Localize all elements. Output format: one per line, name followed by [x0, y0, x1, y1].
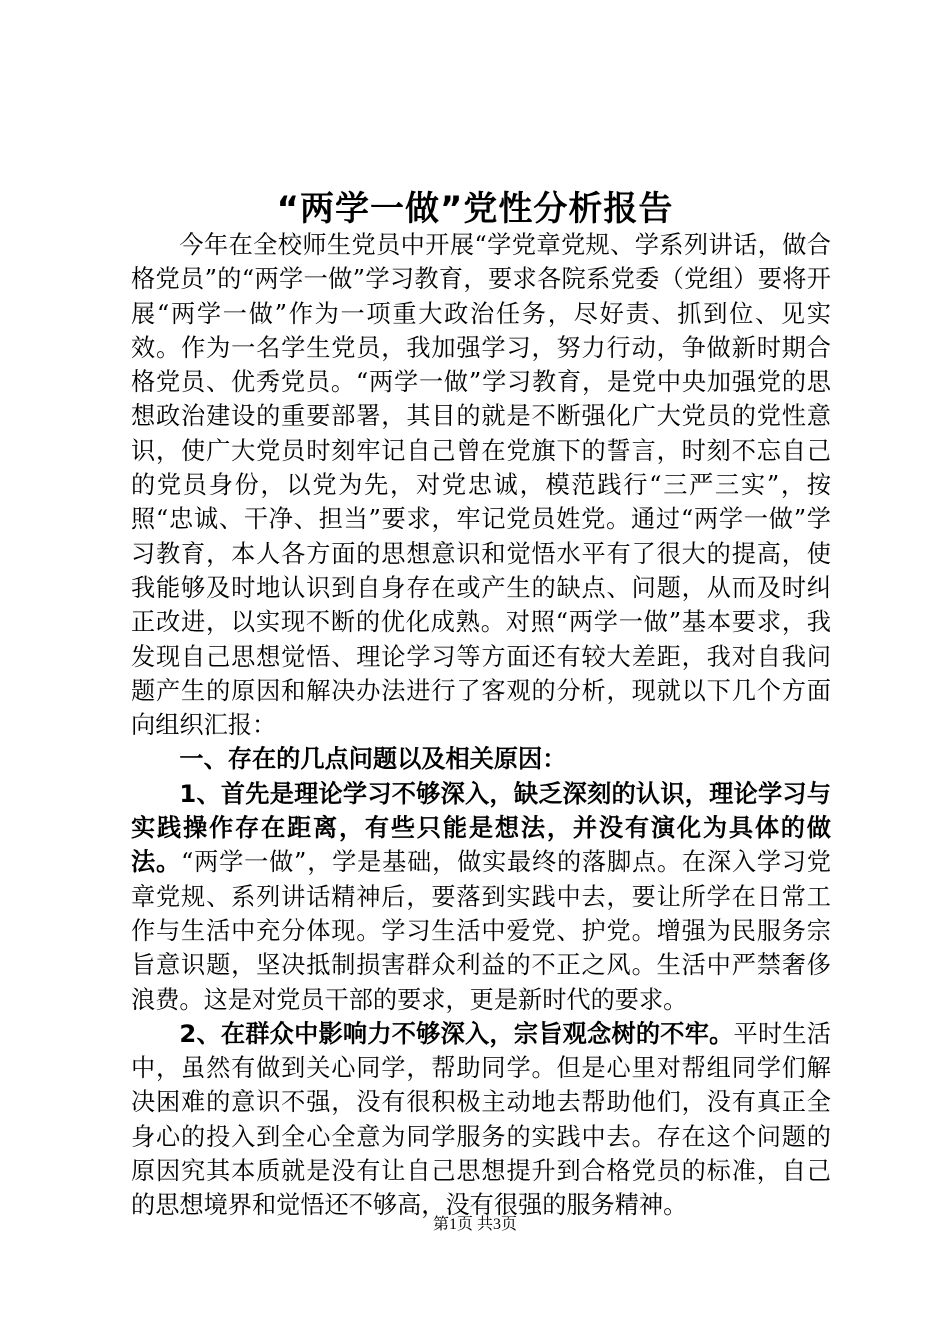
section-heading: 一、存在的几点问题以及相关原因： [179, 745, 567, 774]
page-footer: 第1页 共3页 [432, 1216, 517, 1233]
item-1-lead: 1、首先是理论学习不够深入，缺乏深刻的认识，理论学习与实践操作存在距离，有些只能是想法，并没有演化为具体的做法。 [131, 779, 831, 877]
document-body [131, 228, 831, 1223]
intro-paragraph: 今年在全校师生党员中开展“学党章党规、学系列讲话，做合格党员”的“两学一做”学习教育，要求各院系党委（党组）要将开展“两学一做”作为一项重大政治任务，尽好责、抓到位、见实效。作为一名学生党员，我加强学习，努力行动，争做新时期合格党员、优秀党员。“两学一做”学习教育，是党中央加强党的思想政治建设的重要部署，其目的就是不断强化广大党员的党性意识，使广大党员时刻牢记自己曾在党旗下的誓言，时刻不忘自己的党员身份，以党为先，对党忠诚，模范践行“三严三实”，按照“忠诚、干净、担当”要求，牢记党员姓党。通过“两学一做”学习教育，本人各方面的思想意识和觉悟水平有了很大的提高，使我能够及时地认识到自身存在或产生的缺点、问题，从而及时纠正改进，以实现不断的优化成熟。对照“两学一做”基本要求，我发现自己思想觉悟、理论学习等方面还有较大差距，我对自我问题产生的原因和解决办法进行了客观的分析，现就以下几个方面向组织汇报： [131, 231, 831, 740]
item-2-lead: 2、在群众中影响力不够深入，宗旨观念树的不牢。 [179, 1019, 734, 1048]
item-1-text: “两学一做”，学是基础，做实最终的落脚点。在深入学习党章党规、系列讲话精神后，要落到实践中去，要让所学在日常工作与生活中充分体现。学习生活中爱党、护党。增强为民服务宗旨意识题，坚决抵制损害群众利益的不正之风。生活中严禁奢侈浪费。这是对党员干部的要求，更是新时代的要求。 [131, 848, 831, 1014]
item-1-paragraph [131, 777, 831, 1017]
page-title: “两学一做”党性分析报告 [276, 189, 674, 229]
item-2-paragraph [131, 1017, 831, 1223]
item-2-text: 平时生活中，虽然有做到关心同学，帮助同学。但是心里对帮组同学们解决困难的意识不强，没有很积极主动地去帮助他们，没有真正全身心的投入到全心全意为同学服务的实践中去。存在这个问题的原因究其本质就是没有让自己思想提升到合格党员的标准，自己的思想境界和觉悟还不够高，没有很强的服务精神。 [131, 1019, 831, 1220]
